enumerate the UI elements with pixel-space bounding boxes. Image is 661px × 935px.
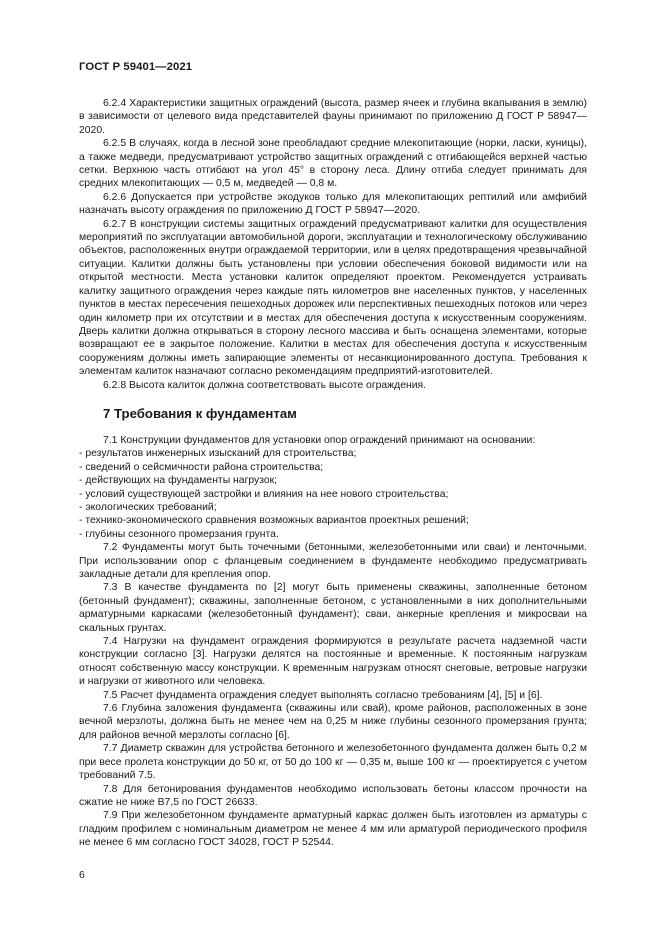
clause-6-2-7: 6.2.7 В конструкции системы защитных ограждений предусматривают калитки для осуществления мероприятий по эксплуатации автомобильной дороги, эксплуатации и технологическому обслуживанию объектов, расположенных внутри ограждаемой территории, или в целях предотвращения чрезвычайной ситуации. Калитки должны быть установлены при условии обеспечения боковой видимости или на открытой местности. Места установки калиток определяют проектом. Рекомендуется устраивать калитку защитного ограждения через каждые пять километров вне населенных пунктов, у населенных пунктов в местах пересечения пешеходных дорожек или перспективных пешеходных потоков или через один километр при их отсутствии и в местах для обеспечения доступа к искусственным сооружениям. Дверь калитки должна открываться в сторону лесного массива и быть оснащена элементами, которые возвращают ее в закрытое положение. Калитки в местах для обеспечения доступа к искусственным сооружениям должны иметь запирающие элементы от несанкционированного доступа. Требования к элементам калиток назначают согласно рекомендациям предприятий-изготовителей. <box>79 218 587 378</box>
list-item: - условий существующей застройки и влияния на нее нового строительства; <box>79 488 449 500</box>
clause-6-2-4: 6.2.4 Характеристики защитных ограждений (высота, размер ячеек и глубина вкапывания в землю) в зависимости от целевого вида представителей фауны принимают по приложению Д ГОСТ Р 58947—2020. <box>79 98 587 136</box>
clause-7-7: 7.7 Диаметр скважин для устройства бетонного и железобетонного фундамента должен быть 0,2 м при весе пролета конструкции до 50 кг, от 50 до 100 кг — 0,35 м, выше 100 кг — проектируется с учетом требований 7.5. <box>79 743 587 782</box>
list-item: - сведений о сейсмичности района строительства; <box>79 461 324 473</box>
clause-6-2-8: 6.2.8 Высота калиток должна соответствовать высоте ограждения. <box>103 379 427 391</box>
page-number: 6 <box>79 870 85 881</box>
clause-7-1: 7.1 Конструкции фундаментов для установки опор ограждений принимают на основании: <box>103 434 536 446</box>
document-body <box>79 97 587 850</box>
clause-7-9: 7.9 При железобетонном фундаменте арматурный каркас должен быть изготовлен из арматуры с гладким профилем с номинальным диаметром не менее 4 мм или арматурой периодического профиля не менее 6 мм согласно ГОСТ 34028, ГОСТ Р 52544. <box>79 810 587 849</box>
clause-7-3: 7.3 В качестве фундамента по [2] могут быть применены скважины, заполненные бетоном (бетонный фундамент); скважины, заполненные бетоном, с установленными в них дополнительными арматурными каркасами (железобетонный фундамент); сваи, анкерные крепления и микросваи на скальных грунтах. <box>79 582 587 634</box>
clause-7-4: 7.4 Нагрузки на фундамент ограждения формируются в результате расчета надземной части конструкции согласно [3]. Нагрузки делятся на постоянные и временные. К постоянным нагрузкам относят собственную массу конструкции. К временным нагрузкам относят снеговые, ветровые нагрузки и нагрузки от животного или человека. <box>79 636 587 688</box>
list-item: - результатов инженерных изысканий для строительства; <box>79 448 357 460</box>
clause-7-6: 7.6 Глубина заложения фундамента (скважины или свай), кроме районов, расположенных в зоне вечной мерзлоты, должна быть не менее чем на 0,25 м ниже глубины сезонного промерзания грунта; для районов вечной мерзлоты согласно [6]. <box>79 703 587 741</box>
list-item: - глубины сезонного промерзания грунта. <box>79 528 279 540</box>
section-heading-7: 7 Требования к фундаментам <box>103 405 297 421</box>
document-header-standard-number: ГОСТ Р 59401—2021 <box>79 61 193 73</box>
clause-7-5: 7.5 Расчет фундамента ограждения следует выполнять согласно требованиям [4], [5] и [6]. <box>103 689 543 701</box>
list-item: - технико-экономического сравнения возможных вариантов проектных решений; <box>79 515 469 527</box>
list-item: - экологических требований; <box>79 501 217 513</box>
list-item: - действующих на фундаменты нагрузок; <box>79 475 278 487</box>
clause-7-8: 7.8 Для бетонирования фундаментов необходимо использовать бетоны классом прочности на сжатие не ниже В7,5 по ГОСТ 26633. <box>79 783 587 808</box>
clause-6-2-5: 6.2.5 В случаях, когда в лесной зоне преобладают средние млекопитающие (норки, ласки, куницы), а также медведи, предусматривают устройство защитных ограждений с отгибающейся верхней частью сетки. Верхнюю часть отгибают на угол 45° в сторону леса. Длину отгиба следует принимать для средних млекопитающих — 0,5 м, медведей — 0,8 м. <box>79 138 587 190</box>
clause-7-2: 7.2 Фундаменты могут быть точечными (бетонными, железобетонными или сваи) и ленточными. При использовании опор с фланцевым соединением в фундаменте необходимо предусматривать закладные детали для крепления опор. <box>79 542 587 580</box>
clause-6-2-6: 6.2.6 Допускается при устройстве экодуков только для млекопитающих рептилий или амфибий назначать высоту ограждения по приложению Д ГОСТ Р 58947—2020. <box>79 191 587 217</box>
